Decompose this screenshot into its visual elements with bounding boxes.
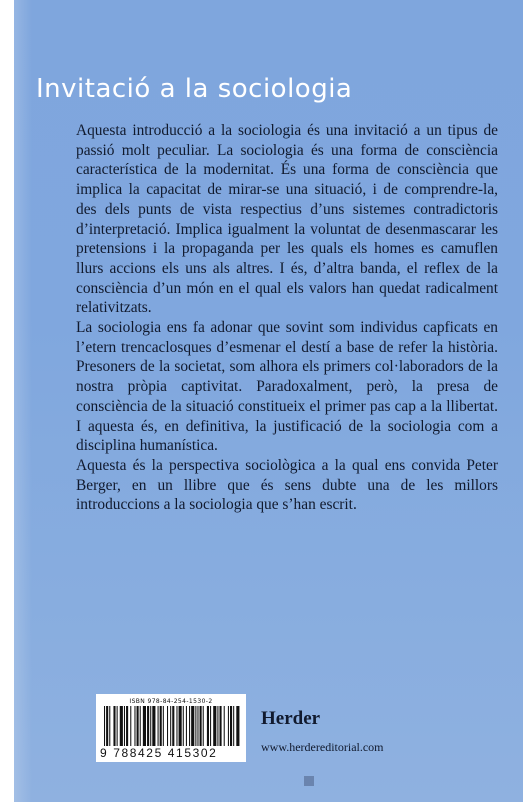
barcode-bar bbox=[158, 706, 159, 746]
barcode-bar bbox=[189, 706, 190, 746]
barcode-bar bbox=[137, 706, 139, 746]
barcode-bar bbox=[186, 706, 187, 746]
barcode-bar bbox=[143, 706, 146, 746]
barcode-bar bbox=[224, 706, 225, 746]
barcode-bar bbox=[176, 706, 177, 746]
barcode-icon bbox=[102, 706, 240, 746]
barcode-bar bbox=[150, 706, 151, 746]
barcode-bar bbox=[200, 706, 202, 746]
barcode-bar bbox=[120, 706, 123, 746]
barcode-bar bbox=[220, 706, 222, 746]
barcode-bar bbox=[183, 706, 184, 746]
publisher-name: Herder bbox=[261, 708, 321, 729]
barcode-bar bbox=[163, 706, 164, 746]
blurb-paragraph-2: La sociologia ens fa adonar que sovint som individus capficats en l’etern trencaclosques d’esmenar el destí a base de refer la història. Presoners de la societat, som alhora els primers col·laboradors de la nostra pròpia captivitat. Paradoxalment, però, la presa de consciència de la situació constitueix el primer pas cap a la llibertat. I aquesta és, en definitiva, la justificació de la sociologia com a disciplina humanística. bbox=[76, 319, 498, 455]
barcode-bar bbox=[106, 706, 108, 746]
barcode-bar bbox=[230, 706, 232, 746]
barcode-bar bbox=[233, 706, 234, 746]
barcode-bar bbox=[228, 706, 229, 746]
blurb-paragraph-3: Aquesta és la perspectiva sociològica a la qual ens convida Peter Berger, en un llibre que és sens dubte una de les millors introduccions a la sociologia que s’han escrit. bbox=[76, 456, 498, 514]
barcode-bar bbox=[179, 706, 182, 746]
barcode-bar bbox=[217, 706, 218, 746]
barcode-bar bbox=[147, 706, 149, 746]
barcode-bar bbox=[126, 706, 128, 746]
isbn-label: ISBN 978-84-254-1530-2 bbox=[129, 698, 213, 705]
book-back-cover bbox=[14, 0, 523, 802]
barcode-bar bbox=[104, 706, 105, 746]
barcode-bar bbox=[117, 706, 118, 746]
barcode-bar bbox=[170, 706, 171, 746]
barcode-bar bbox=[210, 706, 211, 746]
blurb-paragraph-1: Aquesta introducció a la sociologia és una invitació a un tipus de passió molt peculiar. La sociologia és una forma de consciència característica de la modernitat. És una forma de consciència que implica la capacitat de mirar-se una situació, i de comprendre-la, des dels punts de vista respectius d’uns sistemes contradictoris d’interpretació. Implica igualment la voluntat de desenmascarar les pretensions i la propaganda per les quals els homes es camuflen llurs accions els uns als altres. I és, d’altra banda, el reflex de la consciència d’un món en el qual els valors han quedat radicalment relativitzats. bbox=[76, 122, 498, 317]
watermark-logo-icon bbox=[304, 776, 314, 786]
barcode-bar bbox=[124, 706, 125, 746]
barcode-bar bbox=[130, 706, 131, 746]
barcode-digits: 9 788425 415302 bbox=[100, 746, 218, 760]
barcode-bar bbox=[113, 706, 115, 746]
barcode-bar bbox=[213, 706, 216, 746]
publisher-website: www.herdereditorial.com bbox=[261, 740, 384, 754]
barcode-bar bbox=[203, 706, 204, 746]
barcode-bar bbox=[197, 706, 198, 746]
barcode-bar bbox=[191, 706, 194, 746]
barcode-bar bbox=[160, 706, 162, 746]
barcode-block bbox=[96, 694, 246, 762]
barcode-bar bbox=[167, 706, 168, 746]
barcode-bar bbox=[195, 706, 196, 746]
barcode-bar bbox=[140, 706, 141, 746]
watermark bbox=[304, 776, 523, 790]
barcode-bar bbox=[109, 706, 110, 746]
blurb-text bbox=[76, 121, 498, 515]
barcode-bar bbox=[152, 706, 155, 746]
barcode-bar bbox=[172, 706, 174, 746]
barcode-bar bbox=[207, 706, 209, 746]
book-title: Invitació a la sociologia bbox=[36, 74, 353, 104]
barcode-bar bbox=[236, 706, 239, 746]
barcode-bar bbox=[134, 706, 135, 746]
